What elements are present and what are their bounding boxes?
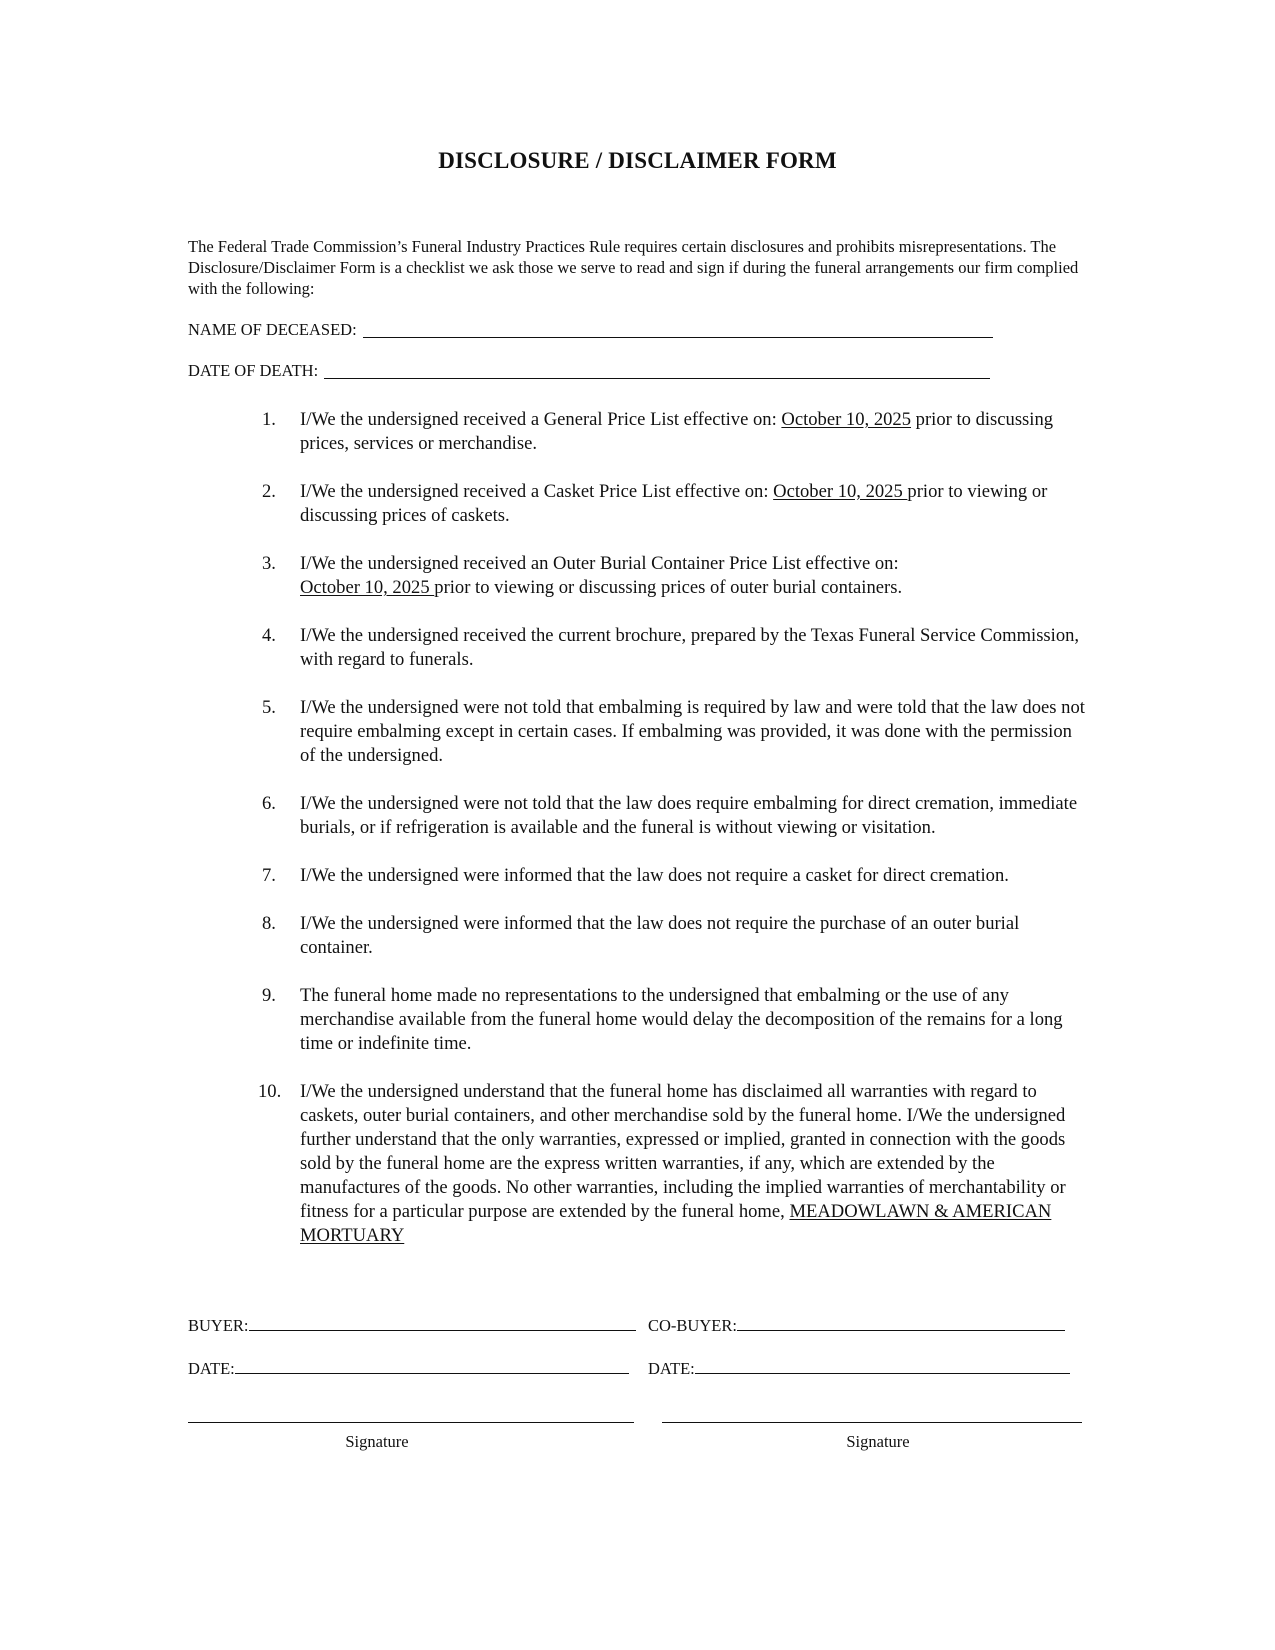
disclosure-list [258,408,1090,1272]
list-item: 2. I/We the undersigned received a Casket Price List effective on: October 10, 2025 prior to viewing or discussing prices of caskets. [262,481,1048,526]
co-buyer-date-row [648,1359,1070,1379]
list-item: 4. I/We the undersigned received the current brochure, prepared by the Texas Funeral Service Commission, with regard to funerals. [262,625,1080,670]
list-item: 9. The funeral home made no representations to the undersigned that embalming or the use of any merchandise available from the funeral home would delay the decomposition of the remains for a long time or indefinite time. [262,985,1063,1054]
buyer-date-input-line[interactable] [235,1373,629,1374]
buyer-row [188,1316,636,1336]
list-item: 5. I/We the undersigned were not told that embalming is required by law and were told that the law does not require embalming except in certain cases. If embalming was provided, it was done with the permission of the undersigned. [262,697,1085,766]
buyer-input-line[interactable] [249,1330,636,1331]
funeral-home-name: MEADOWLAWN & AMERICAN MORTUARY [300,1201,1052,1246]
list-item: 3. I/We the undersigned received an Outer Burial Container Price List effective on: October 10, 2025 prior to viewing or discussing prices of outer burial containers. [262,553,903,598]
form-title: DISCLOSURE / DISCLAIMER FORM [438,148,837,173]
co-buyer-signature-line[interactable] [662,1422,1082,1423]
list-item: 8. I/We the undersigned were informed that the law does not require the purchase of an outer burial container. [262,913,1020,958]
buyer-signature-line[interactable] [188,1422,634,1423]
name-of-deceased-label: NAME OF DECEASED: [188,320,357,339]
co-buyer-date-label: DATE: [648,1359,695,1378]
co-buyer-signature-label: Signature [846,1432,910,1451]
date-of-death-label: DATE OF DEATH: [188,361,319,380]
date-of-death-field [188,361,990,381]
buyer-signature-label: Signature [345,1432,409,1451]
list-item: 7. I/We the undersigned were informed that the law does not require a casket for direct cremation. [262,865,1009,886]
co-buyer-input-line[interactable] [737,1330,1065,1331]
gpl-effective-date: October 10, 2025 [781,409,912,430]
list-item: 10. I/We the undersigned understand that the funeral home has disclaimed all warranties with regard to caskets, outer burial containers, and other merchandise sold by the funeral home. I/We the undersigned further understand that the only warranties, expressed or implied, granted in connection with the goods sold by the funeral home are the express written warranties, if any, which are extended by the manufactures of the goods. No other warranties, including the implied warranties of merchantability or fitness for a particular purpose are extended by the funeral home, MEADOWLAWN & AMERICAN MORTUARY [258,1081,1066,1246]
cpl-effective-date: October 10, 2025 [773,481,908,502]
buyer-date-row [188,1359,629,1379]
buyer-date-label: DATE: [188,1359,235,1378]
list-item: 1. I/We the undersigned received a General Price List effective on: October 10, 2025 prior to discussing prices, services or merchandise. [262,409,1054,454]
name-of-deceased-field [188,320,993,340]
list-item: 6. I/We the undersigned were not told that the law does require embalming for direct cremation, immediate burials, or if refrigeration is available and the funeral is without viewing or visitation. [262,793,1078,838]
name-of-deceased-input-line[interactable] [363,336,993,338]
buyer-label: BUYER: [188,1316,249,1335]
intro-paragraph: The Federal Trade Commission’s Funeral Industry Practices Rule requires certain disclosures and prohibits misrepresentations. The Disclosure/Disclaimer Form is a checklist we ask those we serve to read and sign if during the funeral arrangements our firm complied with the following: [188,237,1079,298]
obcpl-effective-date: October 10, 2025 [300,577,435,598]
date-of-death-input-line[interactable] [324,377,990,379]
co-buyer-date-input-line[interactable] [695,1373,1070,1374]
co-buyer-row [648,1316,1065,1336]
co-buyer-label: CO-BUYER: [648,1316,737,1335]
